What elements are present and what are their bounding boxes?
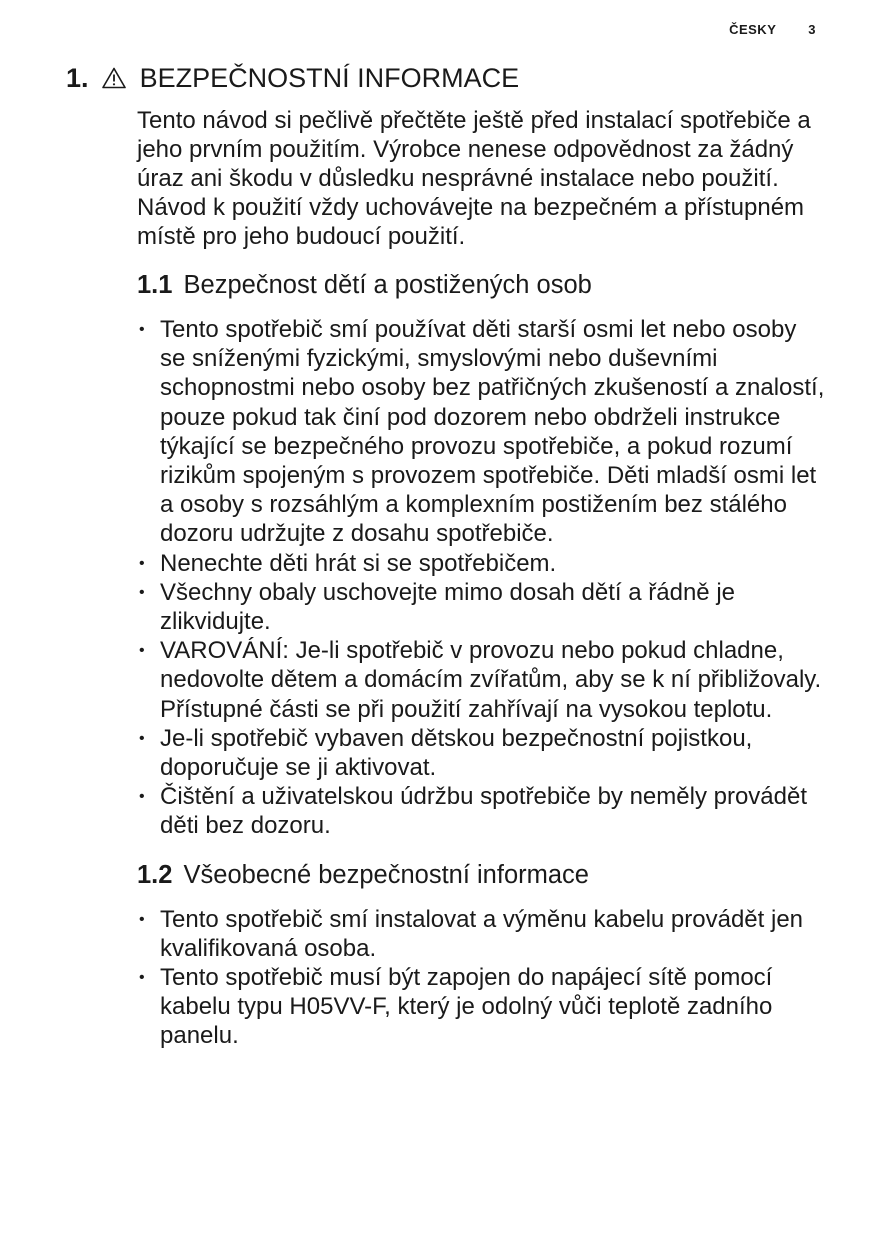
list-item-text: Tento spotřebič smí instalovat a výměnu kabelu provádět jen kvalifikovaná osoba. bbox=[160, 905, 804, 962]
bullet-dot: • bbox=[139, 554, 145, 572]
warning-triangle-icon bbox=[102, 62, 126, 84]
subsection-number: 1.1 bbox=[137, 271, 173, 299]
subsection-title-text: Všeobecné bezpečnostní informace bbox=[183, 860, 589, 889]
list-item bbox=[137, 578, 827, 636]
list-item bbox=[137, 724, 827, 782]
page-number: 3 bbox=[808, 22, 816, 37]
subsection-title-text: Bezpečnost dětí a postižených osob bbox=[183, 271, 592, 299]
bullet-dot: • bbox=[139, 788, 145, 806]
subsection-title-1-1 bbox=[137, 269, 827, 301]
list-item bbox=[137, 963, 827, 1051]
bullet-dot: • bbox=[139, 969, 145, 987]
main-content bbox=[137, 106, 827, 1051]
bullet-list-1-2 bbox=[137, 905, 827, 1051]
bullet-dot: • bbox=[139, 729, 145, 747]
page-header bbox=[729, 22, 816, 37]
intro-paragraph: Tento návod si pečlivě přečtěte ještě před instalací spotřebiče a jeho prvním použitím. Výrobce nenese odpovědnost za žádný úraz ani škodu v důsledku nesprávné instalace nebo použití. Návod k použití vždy uchovávejte na bezpečném a přístupném místě pro jeho budoucí použití. bbox=[137, 107, 811, 250]
list-item bbox=[137, 636, 827, 724]
list-item-text: Tento spotřebič musí být zapojen do napájecí sítě pomocí kabelu typu H05VV-F, který je odolný vůči teplotě zadního panelu. bbox=[160, 964, 773, 1050]
subsection-number: 1.2 bbox=[137, 860, 173, 889]
list-item-text: Nenechte děti hrát si se spotřebičem. bbox=[160, 549, 557, 577]
section-title bbox=[66, 60, 826, 96]
subsection-title-1-2 bbox=[137, 859, 827, 891]
bullet-dot: • bbox=[139, 642, 145, 660]
list-item-text: Čištění a uživatelskou údržbu spotřebiče by neměly provádět děti bez dozoru. bbox=[160, 783, 808, 840]
list-item bbox=[137, 549, 827, 578]
bullet-list-1-1 bbox=[137, 315, 827, 841]
list-item-text: Je-li spotřebič vybaven dětskou bezpečnostní pojistkou, doporučuje se ji aktivovat. bbox=[160, 724, 753, 782]
bullet-dot: • bbox=[139, 583, 145, 601]
list-item bbox=[137, 782, 827, 840]
list-item bbox=[137, 315, 827, 549]
bullet-dot: • bbox=[139, 910, 145, 928]
list-item-text: VAROVÁNÍ: Je-li spotřebič v provozu nebo pokud chladne, nedovolte dětem a domácím zvířatům, aby se k ní přibližovaly. Přístupné části se při použití zahřívají na vysokou teplotu. bbox=[160, 637, 822, 723]
list-item-text: Tento spotřebič smí používat děti starší osmi let nebo osoby se sníženými fyzickými, smyslovými nebo duševními schopnostmi nebo osoby bez patřičných zkušeností a znalostí, pouze pokud tak činí pod dozorem nebo obdrželi instrukce týkající se bezpečného provozu spotřebiče, a pokud rozumí rizikům spojeným s provozem spotřebiče. Děti mladší osmi let a osoby s rozsáhlým a komplexním postižením bez stálého dozoru udržujte z dosahu spotřebiče. bbox=[160, 316, 825, 548]
header-language: ČESKY bbox=[729, 22, 777, 37]
list-item bbox=[137, 905, 827, 963]
section-title-text: BEZPEČNOSTNÍ INFORMACE bbox=[139, 63, 520, 93]
bullet-dot: • bbox=[139, 321, 145, 338]
list-item-text: Všechny obaly uschovejte mimo dosah dětí a řádně je zlikvidujte. bbox=[160, 578, 736, 636]
section-number: 1. bbox=[66, 63, 89, 93]
